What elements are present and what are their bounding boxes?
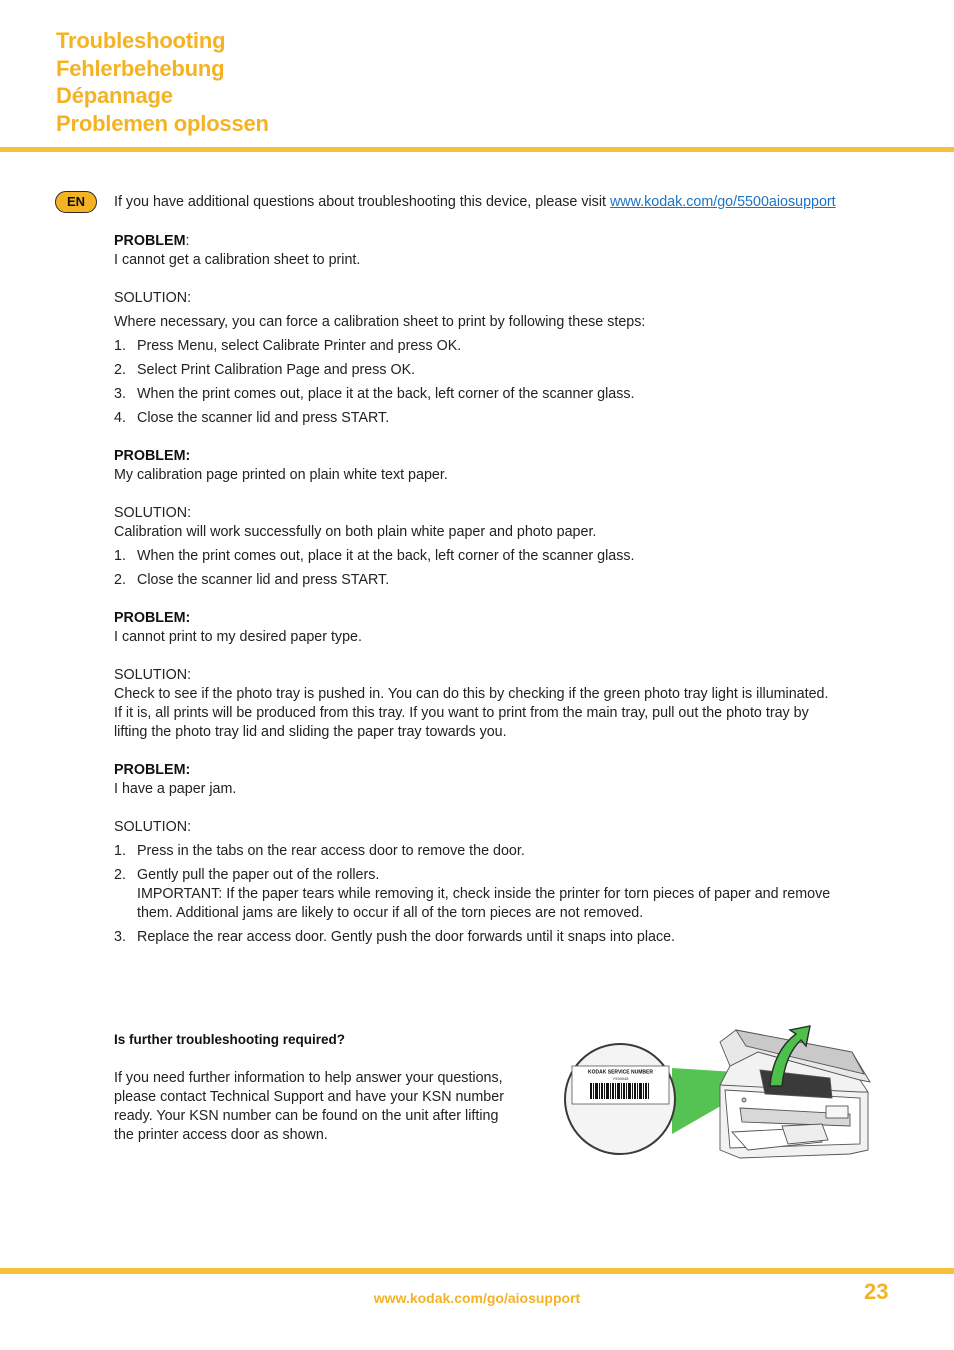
further-line: the printer access door as shown. (114, 1127, 328, 1143)
step-item: 1. Press in the tabs on the rear access door to remove the door. (114, 843, 525, 859)
further-line: please contact Technical Support and have your KSN number (114, 1089, 504, 1105)
further-heading: Is further troubleshooting required? (114, 1032, 346, 1047)
printer-drawing (720, 1030, 870, 1158)
step-item: 3. Replace the rear access door. Gently push the door forwards until it snaps into place. (114, 929, 676, 945)
title-en: Troubleshooting (56, 28, 226, 53)
intro-text: If you have additional questions about troubleshooting this device, please visit (114, 194, 610, 210)
solution-heading: SOLUTION: (114, 819, 192, 835)
solution-steps (114, 842, 904, 947)
intro-paragraph (114, 193, 904, 212)
problem-heading: PROBLEM: (114, 448, 191, 464)
step-note: them. Additional jams are likely to occur if all of the torn pieces are not removed. (137, 905, 644, 921)
step-note: IMPORTANT: If the paper tears while removing it, check inside the printer for torn pieces of paper and remove (137, 886, 831, 902)
bottom-rule (0, 1268, 954, 1274)
solution-steps (114, 337, 904, 428)
further-troubleshooting (114, 1030, 534, 1145)
ksn-label-number: Y930048 (612, 1076, 629, 1081)
language-badge: EN (55, 191, 97, 213)
solution-line: lifting the photo tray lid and sliding the paper tray towards you. (114, 724, 507, 740)
footer-url[interactable]: www.kodak.com/go/aiosupport (373, 1290, 581, 1306)
footer (0, 1290, 954, 1308)
solution-heading: SOLUTION: (114, 290, 192, 306)
solution-line: Check to see if the photo tray is pushed in. You can do this by checking if the green photo tray light is illuminated. (114, 686, 829, 702)
problem-text: My calibration page printed on plain white text paper. (114, 467, 448, 483)
title-de: Fehlerbehebung (56, 55, 225, 81)
support-link[interactable]: www.kodak.com/go/5500aiosupport (609, 194, 836, 210)
step-item: 1. When the print comes out, place it at the back, left corner of the scanner glass. (114, 548, 635, 564)
further-line: ready. Your KSN number can be found on the unit after lifting (114, 1108, 499, 1124)
further-line: If you need further information to help answer your questions, (114, 1070, 503, 1086)
solution-text: Calibration will work successfully on both plain white paper and photo paper. (114, 524, 597, 540)
solution-heading: SOLUTION: (114, 667, 192, 683)
solution-steps (114, 547, 904, 590)
ksn-label-title: KODAK SERVICE NUMBER (588, 1069, 653, 1076)
problem-text: I have a paper jam. (114, 781, 237, 797)
step-item: 2. Close the scanner lid and press START. (114, 572, 390, 588)
solution-text: Where necessary, you can force a calibration sheet to print by following these steps: (114, 314, 646, 330)
page-number: 23 (864, 1279, 889, 1304)
problem-text: I cannot get a calibration sheet to print. (114, 252, 361, 268)
solution-line: If it is, all prints will be produced from this tray. If you want to print from the main tray, pull out the photo tray by (114, 705, 809, 721)
printer-ksn-illustration (560, 1022, 872, 1170)
top-rule (0, 147, 954, 152)
problem-heading: PROBLEM: (114, 233, 190, 249)
main-content (114, 193, 904, 952)
title-fr: Dépannage (56, 83, 173, 108)
step-item: 2. Gently pull the paper out of the rollers. IMPORTANT: If the paper tears while removing it, check inside the printer for torn pieces of paper and remove them. Additional jams are likely to occur if all of the torn pieces are not removed. (114, 867, 831, 921)
solution-heading: SOLUTION: (114, 505, 192, 521)
step-item: 1. Press Menu, select Calibrate Printer and press OK. (114, 338, 462, 354)
problem-heading: PROBLEM: (114, 762, 191, 778)
step-item: 2. Select Print Calibration Page and press OK. (114, 362, 416, 378)
title-nl: Problemen oplossen (56, 110, 269, 136)
problem-text: I cannot print to my desired paper type. (114, 629, 362, 645)
page-titles (56, 27, 269, 137)
step-item: 4. Close the scanner lid and press START. (114, 410, 390, 426)
problem-heading: PROBLEM: (114, 610, 191, 626)
step-item: 3. When the print comes out, place it at the back, left corner of the scanner glass. (114, 386, 635, 402)
